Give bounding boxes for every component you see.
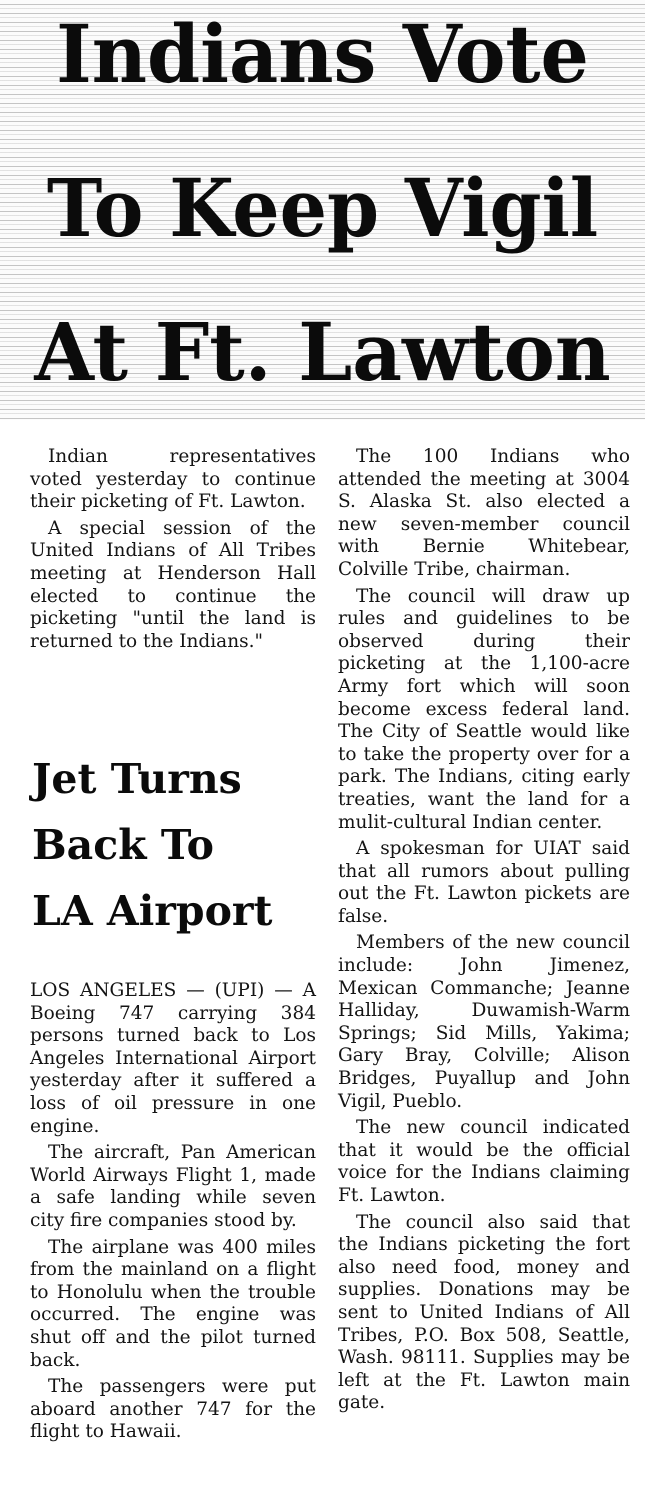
story1-left-column [30, 446, 316, 657]
headline-line-1: Indians Vote [56, 7, 589, 101]
headline-line-2: To Keep Vigil [46, 161, 599, 255]
subheadline-line-2: Back To [32, 821, 215, 869]
story2-column [30, 980, 316, 1448]
main-headline [0, 0, 645, 420]
story1-paragraph: Indian representatives voted yesterday to continue their picketing of Ft. Lawton. [30, 446, 316, 513]
subheadline-line-1: Jet Turns [32, 755, 242, 803]
story1-paragraph: Members of the new council include: John Jimenez, Mexican Commanche; Jeanne Halliday, Duwamish-Warm Springs; Sid Mills, Yakima; Gary Bray, Colville; Alison Bridges, Puyallup and John Vigil, Pueblo. [338, 932, 630, 1112]
story2-paragraph: The aircraft, Pan American World Airways Flight 1, made a safe landing while seven city fire companies stood by. [30, 1142, 316, 1231]
story1-paragraph: The council also said that the Indians picketing the fort also need food, money and supplies. Donations may be sent to United Indians of All Tribes, P.O. Box 508, Seattle, Wash. 98111. Supplies may be left at the Ft. Lawton main gate. [338, 1211, 630, 1414]
story2-paragraph: LOS ANGELES — (UPI) — A Boeing 747 carrying 384 persons turned back to Los Angeles International Airport yesterday after it suffered a loss of oil pressure in one engine. [30, 980, 316, 1137]
subheadline-line-3: LA Airport [32, 887, 273, 935]
story1-right-column [338, 446, 630, 1419]
story2-paragraph: The airplane was 400 miles from the mainland on a flight to Honolulu when the trouble occurred. The engine was shut off and the pilot turned back. [30, 1236, 316, 1371]
headline-line-3: At Ft. Lawton [34, 305, 611, 399]
story2-paragraph: The passengers were put aboard another 747 for the flight to Hawaii. [30, 1376, 316, 1443]
story1-paragraph: A special session of the United Indians of All Tribes meeting at Henderson Hall elected to continue the picketing "until the land is returned to the Indians." [30, 517, 316, 652]
jet-subheadline [32, 746, 312, 944]
story1-paragraph: The new council indicated that it would be the official voice for the Indians claiming Ft. Lawton. [338, 1117, 630, 1206]
story1-paragraph: A spokesman for UIAT said that all rumors about pulling out the Ft. Lawton pickets are false. [338, 838, 630, 927]
story1-paragraph: The 100 Indians who attended the meeting at 3004 S. Alaska St. also elected a new seven-member council with Bernie Whitebear, Colville Tribe, chairman. [338, 446, 630, 580]
story1-paragraph: The council will draw up rules and guidelines to be observed during their picketing at the 1,100-acre Army fort which will soon become excess federal land. The City of Seattle would like to take the property over for a park. The Indians, citing early treaties, want the land for a mulit-cultural Indian center. [338, 585, 630, 833]
